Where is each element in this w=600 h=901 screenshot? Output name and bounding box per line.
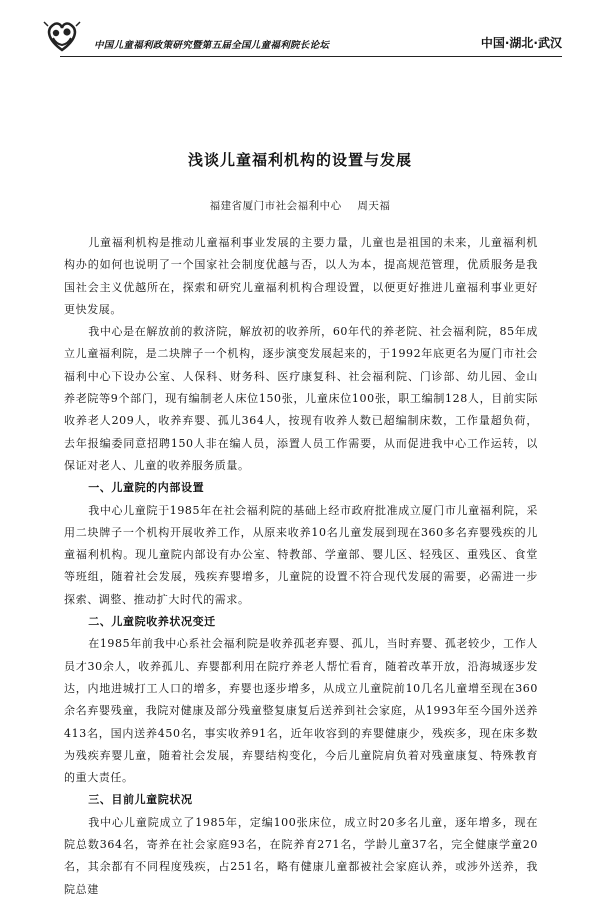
section-heading: 三、目前儿童院状况 [88, 793, 193, 807]
header-location: 中国·湖北·武汉 [480, 36, 562, 50]
conference-emblem-icon [42, 16, 82, 56]
paragraph: 我中心是在解放前的救济院，解放初的收养所，60年代的养老院、社会福利院，85年成立儿童福利院，是二块牌子一个机构，逐步演变发展起来的，于1992年底更名为厦门市社会福利中心下设办公室、人保科、财务科、医疗康复科、社会福利院、门诊部、幼儿园、金山养老院等9个部门，现有编制老人床位150张，儿童床位100张，职工编制128人，目前实际收养老人209人，收养弃婴、孤儿364人，按现有收养人数已超编制床数，工作量超负荷，去年报编委同意招聘150人非在编人员，添置人员工作需要，从而促进我中心工作运转，以保证对老人、儿童的收养服务质量。 [64, 325, 538, 472]
article-title: 浅谈儿童福利机构的设置与发展 [187, 151, 412, 169]
header-title: 中国儿童福利政策研究暨第五届全国儿童福利院长论坛 [94, 40, 330, 51]
section-heading: 一、儿童院的内部设置 [88, 481, 205, 495]
author-name: 周天福 [357, 200, 391, 212]
author-affiliation: 福建省厦门市社会福利中心 [209, 200, 342, 212]
section-heading: 二、儿童院收养状况变迁 [88, 615, 216, 629]
author-line [0, 198, 600, 213]
paragraph: 儿童福利机构是推动儿童福利事业发展的主要力量，儿童也是祖国的未来，儿童福利机构办的如何也说明了一个国家社会制度优越与否，以人为本，提高规范管理，优质服务是我国社会主义优越所在，探索和研究儿童福利机构合理设置，以便更好推进儿童福利事业更好更快发展。 [64, 236, 538, 316]
paragraph: 我中心儿童院于1985年在社会福利院的基础上经市政府批准成立厦门市儿童福利院，采用二块牌子一个机构开展收养工作，从原来收养10名儿童发展到现在360多名弃婴残疾的儿童福利机构。现儿童院内部设有办公室、特教部、学童部、婴儿区、轻残区、重残区、食堂等班组，随着社会发展，残疾弃婴增多，儿童院的设置不符合现代发展的需要，必需进一步探索、调整、推动扩大时代的需求。 [64, 503, 538, 606]
paragraph: 我中心儿童院成立了1985年，定编100张床位，成立时20多名儿童，逐年增多，现在院总数364名，寄养在社会家庭93名，在院养育271名，学龄儿童37名，完全健康学童20名，其余都有不同程度残疾，占251名，略有健康儿童都被社会家庭认养，或涉外送养，我院总建 [64, 815, 538, 896]
paragraph: 在1985年前我中心系社会福利院是收养孤老弃婴、孤儿，当时弃婴、孤老较少，工作人员才30余人，收养孤儿、弃婴都利用在院疗养老人帮忙看育，随着改革开放，沿海城逐步发达，内地进城打工人口的增多，弃婴也逐步增多，从成立儿童院前10几名儿童增至现在360余名弃婴残童，我院对健康及部分残童整复康复后送养到社会家庭，从1993年至今国外送养413名，国内送养450名，事实收养91名，近年收容到的弃婴健康少，残疾多，现在床多数为残疾弃婴儿童，随着社会发展，弃婴结构变化，今后儿童院肩负着对残童康复、特殊教育的重大责任。 [64, 637, 538, 785]
article-body [64, 232, 538, 901]
page-header [62, 26, 562, 54]
header-divider [60, 56, 562, 57]
